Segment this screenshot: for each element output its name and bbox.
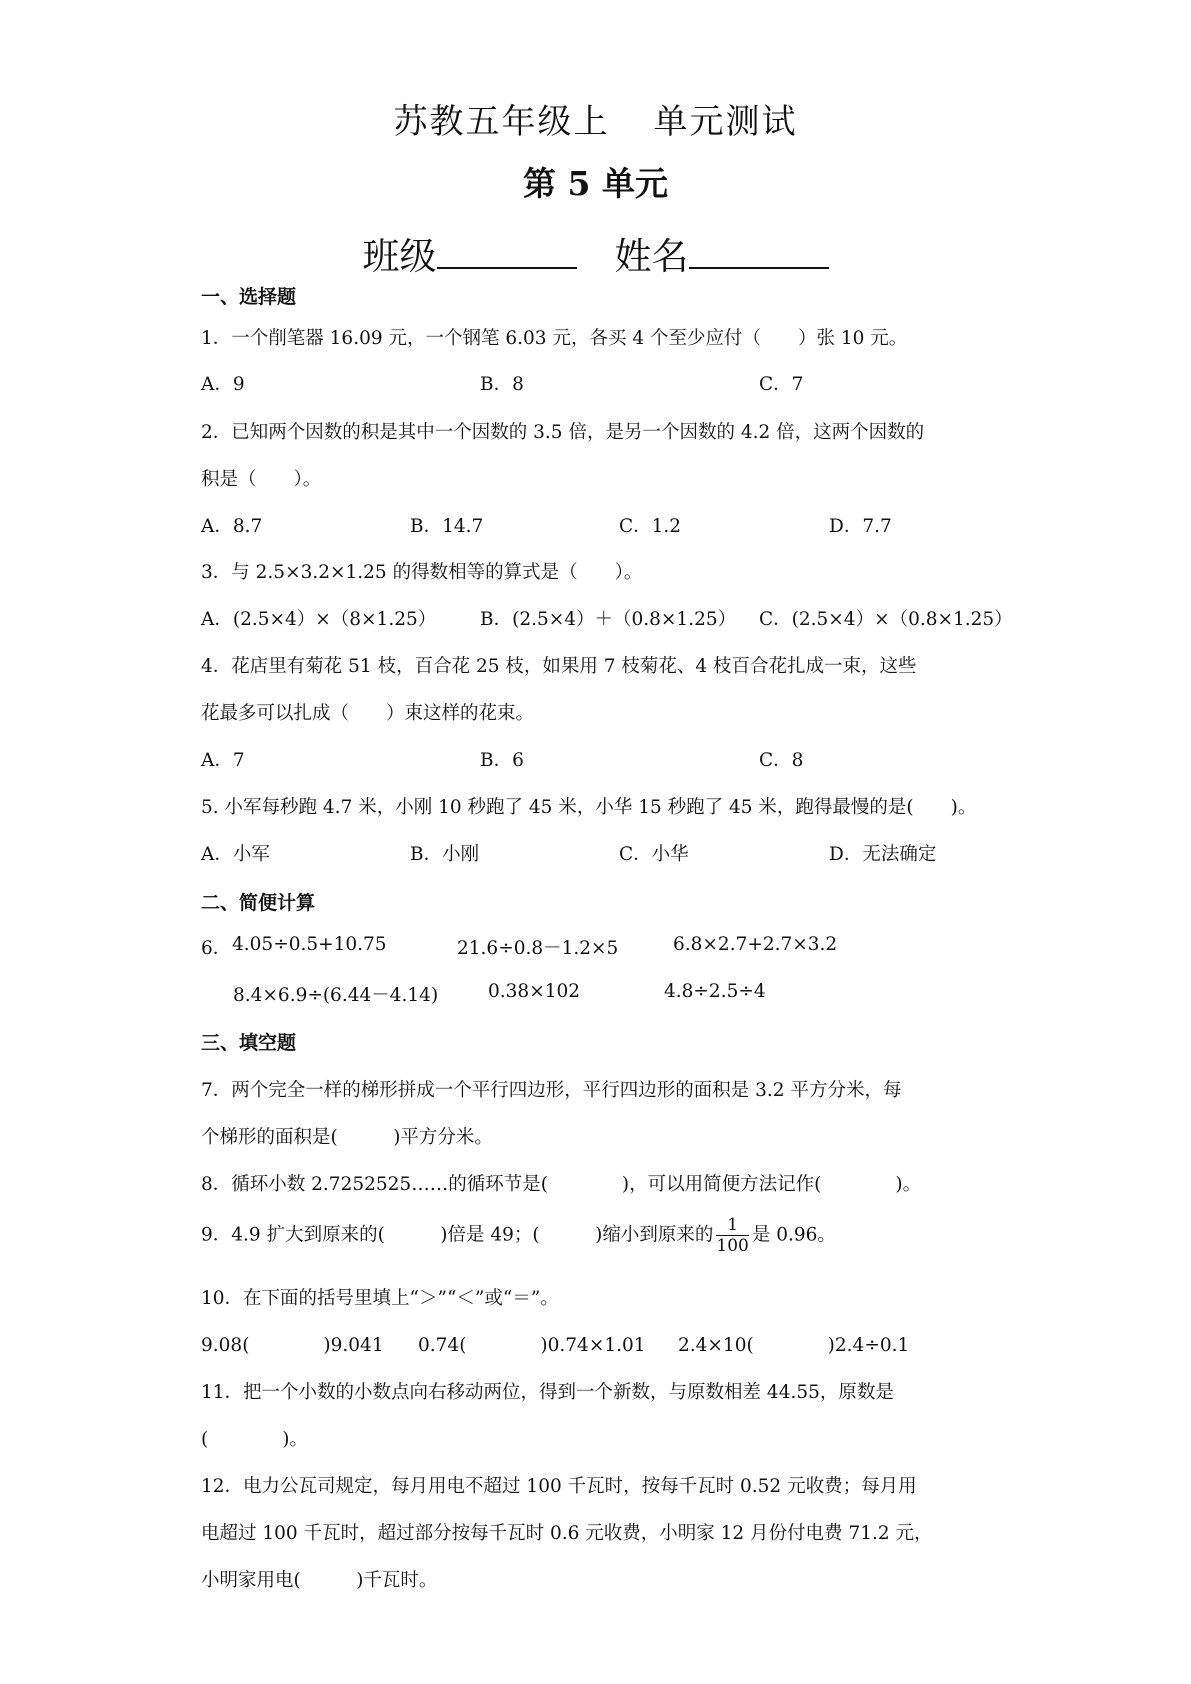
- q5-option-b[interactable]: B．小刚: [410, 844, 480, 865]
- name-label: 姓名: [614, 235, 689, 278]
- title-left: 苏教五年级上: [393, 102, 610, 142]
- q2-option-b[interactable]: B．14.7: [410, 516, 484, 537]
- question-7-line1: 7．两个完全一样的梯形拼成一个平行四边形，平行四边形的面积是 3.2 平方分米，每: [201, 1080, 902, 1101]
- question-12-line3: 小明家用电( )千瓦时。: [201, 1570, 438, 1591]
- question-2-line1: 2．已知两个因数的积是其中一个因数的 3.5 倍，是另一个因数的 4.2 倍，这两个因数的: [201, 422, 925, 443]
- q9-text-before: 9．4.9 扩大到原来的( )倍是 49；( )缩小到原来的: [201, 1224, 714, 1246]
- calc-item: 6.8×2.7+2.7×3.2: [673, 934, 838, 955]
- class-blank[interactable]: [437, 237, 577, 269]
- q3-option-a[interactable]: A．(2.5×4）×（8×1.25）: [201, 609, 437, 630]
- fraction-one-hundredth: [716, 1215, 748, 1256]
- q1-option-c[interactable]: C．7: [759, 374, 804, 395]
- question-12-line1: 12．电力公瓦司规定，每月用电不超过 100 千瓦时，按每千瓦时 0.52 元收费；每月用: [201, 1476, 917, 1497]
- q2-option-c[interactable]: C．1.2: [619, 516, 682, 537]
- title-right: 单元测试: [653, 102, 798, 142]
- compare-item: 2.4×10( )2.4÷0.1: [678, 1335, 910, 1356]
- section-heading-fill: 三、填空题: [201, 1032, 297, 1054]
- question-4-line1: 4．花店里有菊花 51 枝，百合花 25 枝，如果用 7 枝菊花、4 枝百合花扎成一束，这些: [201, 656, 917, 677]
- question-11-line2: ( )。: [201, 1429, 308, 1450]
- q5-option-d[interactable]: D．无法确定: [829, 844, 937, 865]
- question-9: [201, 1215, 836, 1256]
- q2-option-d[interactable]: D．7.7: [829, 516, 892, 537]
- q4-option-a[interactable]: A．7: [201, 750, 245, 771]
- question-5: 5. 小军每秒跑 4.7 米，小刚 10 秒跑了 45 米，小华 15 秒跑了 45 米，跑得最慢的是( )。: [201, 797, 977, 818]
- question-8: 8．循环小数 2.7252525……的循环节是( )，可以用简便方法记作( )。: [201, 1174, 922, 1195]
- calc-item: 4.05÷0.5+10.75: [232, 934, 387, 955]
- question-2-line2: 积是（ ）。: [201, 469, 322, 490]
- q5-option-a[interactable]: A．小军: [201, 844, 270, 865]
- fraction-numerator: 1: [716, 1215, 748, 1236]
- calc-item: 21.6÷0.8－1.2×5: [457, 938, 619, 959]
- page-title: [0, 94, 1191, 143]
- q5-option-c[interactable]: C．小华: [619, 844, 689, 865]
- unit-title: 第 5 单元: [523, 164, 668, 203]
- q9-text-after: 是 0.96。: [751, 1224, 836, 1246]
- q1-option-a[interactable]: A．9: [201, 374, 245, 395]
- question-7-line2: 个梯形的面积是( )平方分米。: [201, 1127, 493, 1148]
- compare-item: 9.08( )9.041: [201, 1335, 384, 1356]
- question-11-line1: 11．把一个小数的小数点向右移动两位，得到一个新数，与原数相差 44.55，原数是: [201, 1382, 894, 1403]
- question-3: 3．与 2.5×3.2×1.25 的得数相等的算式是（ ）。: [201, 562, 643, 583]
- question-10: 10．在下面的括号里填上“＞”“＜”或“＝”。: [201, 1288, 559, 1309]
- q3-option-b[interactable]: B．(2.5×4）＋（0.8×1.25）: [480, 609, 737, 630]
- question-4-line2: 花最多可以扎成（ ）束这样的花束。: [201, 703, 535, 724]
- calc-item: 4.8÷2.5÷4: [664, 981, 766, 1002]
- calc-item: 8.4×6.9÷(6.44－4.14): [233, 985, 439, 1006]
- name-blank[interactable]: [689, 237, 829, 269]
- calc-item: 0.38×102: [488, 981, 581, 1002]
- q6-label: 6．: [201, 938, 232, 959]
- q3-option-c[interactable]: C．(2.5×4）×（0.8×1.25）: [759, 609, 1013, 630]
- q1-option-b[interactable]: B．8: [480, 374, 524, 395]
- student-info: [0, 226, 1191, 280]
- section-heading-calc: 二、简便计算: [201, 892, 316, 914]
- compare-item: 0.74( )0.74×1.01: [418, 1335, 646, 1356]
- q4-option-b[interactable]: B．6: [480, 750, 524, 771]
- question-12-line2: 电超过 100 千瓦时，超过部分按每千瓦时 0.6 元收费，小明家 12 月份付电费 71.2 元，: [201, 1523, 933, 1544]
- fraction-denominator: 100: [716, 1236, 749, 1256]
- q2-option-a[interactable]: A．8.7: [201, 516, 263, 537]
- question-1: 1．一个削笔器 16.09 元，一个钢笔 6.03 元，各买 4 个至少应付（ ）张 10 元。: [201, 328, 908, 349]
- q4-option-c[interactable]: C．8: [759, 750, 804, 771]
- class-label: 班级: [362, 235, 437, 278]
- section-heading-choice: 一、选择题: [201, 286, 297, 308]
